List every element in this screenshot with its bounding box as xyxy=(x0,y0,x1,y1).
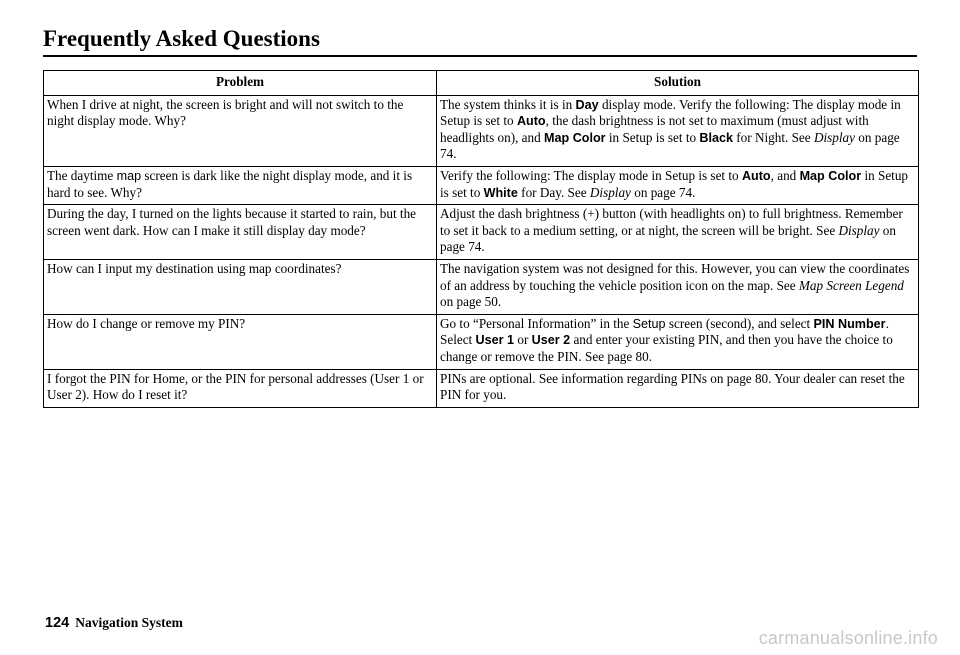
solution-text: display mode. Verify the following: The display mode in Setup is set to xyxy=(440,96,901,129)
screen-keyword: map xyxy=(116,168,142,183)
solution-text: The navigation system was not designed for this. However, you can view the coordinates of an address by touching the vehicle position icon on the map. See xyxy=(440,260,910,293)
problem-cell: How can I input my destination using map coordinates? xyxy=(44,259,437,314)
page-reference: Display xyxy=(838,222,880,238)
solution-cell xyxy=(437,205,919,260)
solution-text: for Night. See xyxy=(732,129,814,145)
solution-text: on page 74. xyxy=(440,222,896,255)
solution-text: and enter your existing PIN, and then you have the choice to change or remove the PIN. See page 80. xyxy=(440,332,893,364)
solution-text: for Day. See xyxy=(517,184,590,200)
problem-cell: How do I change or remove my PIN? xyxy=(44,314,437,369)
setting-keyword: Map Color xyxy=(544,130,606,145)
problem-cell xyxy=(44,166,437,204)
table-row xyxy=(44,205,919,260)
solution-text: on page 74. xyxy=(440,129,900,162)
solution-cell: PINs are optional. See information regarding PINs on page 80. Your dealer can reset the PIN for you. xyxy=(437,369,919,407)
solution-text: in Setup is set to xyxy=(440,167,909,200)
solution-text: , the dash brightness is not set to maximum (must adjust with headlights on), and xyxy=(440,113,869,145)
setting-keyword: White xyxy=(483,185,518,200)
table-row xyxy=(44,314,919,369)
table-row xyxy=(44,95,919,166)
screen-keyword: Setup xyxy=(632,316,666,331)
table-row xyxy=(44,259,919,314)
column-header-problem: Problem xyxy=(44,71,437,96)
setting-keyword: User 2 xyxy=(531,333,571,348)
column-header-solution: Solution xyxy=(437,71,919,96)
solution-text: , and xyxy=(770,167,800,183)
solution-text: in Setup is set to xyxy=(605,129,700,145)
solution-text: screen (second), and select xyxy=(665,315,814,331)
setting-keyword: User 1 xyxy=(475,333,515,348)
solution-text: on page 74. xyxy=(630,184,696,200)
table-header-row xyxy=(44,71,919,96)
title-divider xyxy=(43,55,917,57)
solution-text: Adjust the dash brightness (+) button (with headlights on) to full brightness. Remember to set it back to a medium setting, or at night, the screen will be bright. See xyxy=(440,206,903,238)
faq-table xyxy=(43,70,919,408)
table-row xyxy=(44,166,919,204)
solution-text: The system thinks it is in xyxy=(440,96,576,112)
solution-text: Verify the following: The display mode in Setup is set to xyxy=(440,167,742,183)
solution-cell xyxy=(437,166,919,204)
footer-section-title: Navigation System xyxy=(75,615,183,630)
table-row xyxy=(44,369,919,407)
problem-cell: During the day, I turned on the lights because it started to rain, but the screen went dark. How can I make it still display day mode? xyxy=(44,205,437,260)
page-footer xyxy=(45,614,183,632)
page-reference: Display xyxy=(813,129,855,145)
solution-cell xyxy=(437,314,919,369)
problem-cell: I forgot the PIN for Home, or the PIN for personal addresses (User 1 or User 2). How do I reset it? xyxy=(44,369,437,407)
solution-text: Go to “Personal Information” in the xyxy=(440,315,633,331)
watermark: carmanualsonline.info xyxy=(758,628,938,648)
solution-text: on page 50. xyxy=(440,294,502,310)
page-number: 124 xyxy=(45,615,70,631)
setting-keyword: Day xyxy=(575,97,599,112)
solution-cell xyxy=(437,95,919,166)
page-title: Frequently Asked Questions xyxy=(43,26,320,51)
setting-keyword: Auto xyxy=(516,114,546,129)
problem-text: screen is dark like the night display mode, and it is hard to see. Why? xyxy=(47,167,413,200)
page-reference: Display xyxy=(589,184,631,200)
problem-text: The daytime xyxy=(47,167,117,183)
problem-cell: When I drive at night, the screen is bright and will not switch to the night display mode. Why? xyxy=(44,95,437,166)
setting-keyword: Map Color xyxy=(799,168,862,183)
setting-keyword: Auto xyxy=(741,168,771,183)
solution-text: . Select xyxy=(440,315,889,348)
solution-cell xyxy=(437,259,919,314)
setting-keyword: Black xyxy=(699,130,733,145)
page-reference: Map Screen Legend xyxy=(798,277,904,293)
solution-text: or xyxy=(514,332,532,348)
setting-keyword: PIN Number xyxy=(813,316,886,331)
